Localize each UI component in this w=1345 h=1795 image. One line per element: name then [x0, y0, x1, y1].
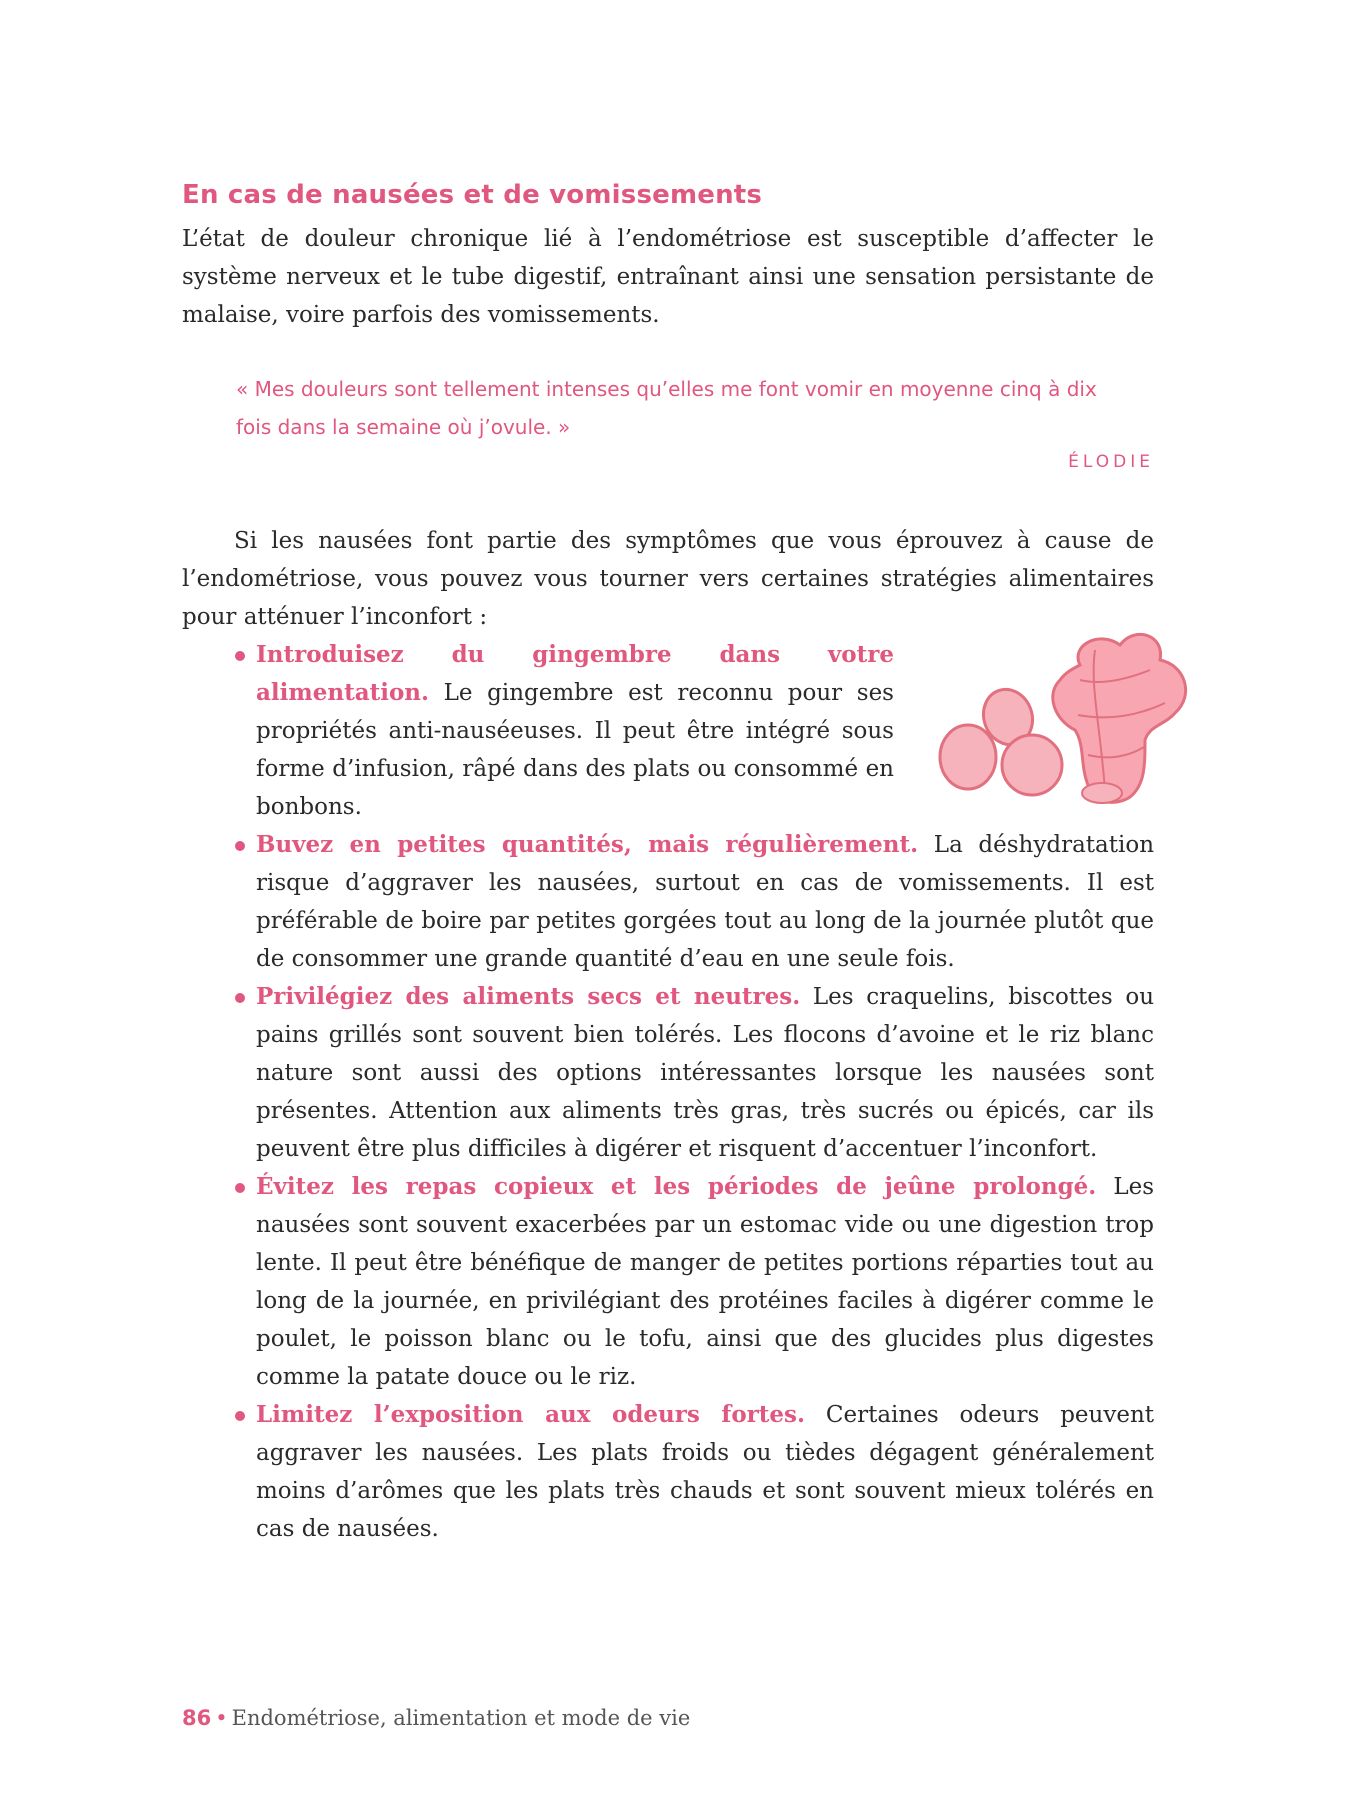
bullet-icon	[235, 651, 245, 661]
intro-paragraph: L’état de douleur chronique lié à l’endométriose est susceptible d’affecter le système nerveux et le tube digestif, entraînant ainsi une sensation persistante de malaise, voire parfois des vomissements.	[182, 226, 1154, 328]
tip-lead: Évitez les repas copieux et les périodes de jeûne prolongé.	[256, 1173, 1097, 1200]
page-number: 86	[182, 1706, 212, 1730]
list-item	[182, 1168, 1154, 1396]
list-item	[182, 826, 1154, 978]
ginger-illustration-icon	[930, 625, 1200, 810]
tip-lead: Privilégiez des aliments secs et neutres.	[256, 983, 801, 1010]
quote-author: ÉLODIE	[1068, 452, 1154, 472]
tip-lead: Limitez l’exposition aux odeurs fortes.	[256, 1401, 805, 1428]
bullet-icon	[235, 841, 245, 851]
bullet-icon	[235, 1411, 245, 1421]
strategies-intro: Si les nausées font partie des symptômes que vous éprouvez à cause de l’endométriose, vous pouvez vous tourner vers certaines stratégies alimentaires pour atténuer l’inconfort :	[182, 528, 1154, 630]
quote-text: « Mes douleurs sont tellement intenses qu’elles me font vomir en moyenne cinq à dix fois dans la semaine où j’ovule. »	[236, 377, 1097, 439]
testimonial-quote	[236, 370, 1154, 472]
list-item	[182, 978, 1154, 1168]
book-title: Endométriose, alimentation et mode de vie	[231, 1706, 691, 1730]
tip-lead: Buvez en petites quantités, mais régulièrement.	[256, 831, 919, 858]
section-title: En cas de nausées et de vomissements	[182, 180, 763, 210]
tip-text: Certaines odeurs peuvent aggraver les nausées. Les plats froids ou tièdes dégagent généralement moins d’arômes que les plats très chauds et sont souvent mieux tolérés en cas de nausées.	[256, 1402, 1154, 1542]
bullet-icon	[235, 993, 245, 1003]
bullet-icon	[235, 1183, 245, 1193]
page-footer	[182, 1706, 690, 1730]
tip-text: Les nausées sont souvent exacerbées par un estomac vide ou une digestion trop lente. Il peut être bénéfique de manger de petites portions réparties tout au long de la journée, en privilégiant des protéines faciles à digérer comme le poulet, le poisson blanc ou le tofu, ainsi que des glucides plus digestes comme la patate douce ou le riz.	[256, 1174, 1155, 1390]
page-content	[182, 180, 1154, 1548]
tip-text: La déshydratation risque d’aggraver les nausées, surtout en cas de vomissements. Il est préférable de boire par petites gorgées tout au long de la journée plutôt que de consommer une grande quantité d’eau en une seule fois.	[256, 832, 1155, 972]
tip-text: Le gingembre est reconnu pour ses propriétés anti-nauséeuses. Il peut être intégré sous forme d’infusion, râpé dans des plats ou consommé en bonbons.	[256, 680, 894, 820]
list-item	[182, 1396, 1154, 1548]
footer-separator: •	[215, 1706, 228, 1730]
tip-lead: Introduisez du gingembre dans votre alimentation.	[256, 641, 894, 706]
tip-text: Les craquelins, biscottes ou pains grillés sont souvent bien tolérés. Les flocons d’avoine et le riz blanc nature sont aussi des options intéressantes lorsque les nausées sont présentes. Attention aux aliments très gras, très sucrés ou épicés, car ils peuvent être plus difficiles à digérer et risquent d’accentuer l’inconfort.	[256, 984, 1155, 1162]
